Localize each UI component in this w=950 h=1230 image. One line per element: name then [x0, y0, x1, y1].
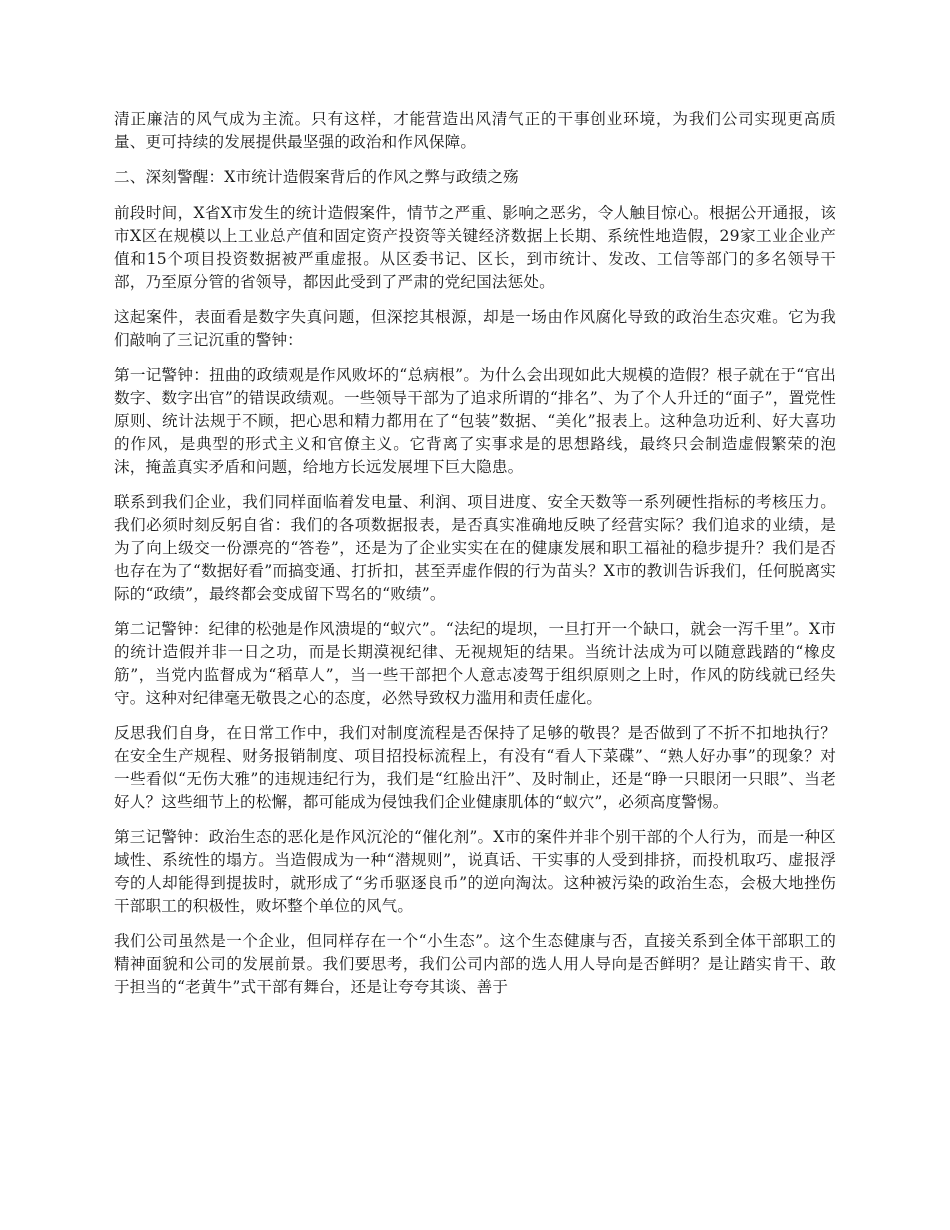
paragraph-warning-three: 第三记警钟：政治生态的恶化是作风沉沦的“催化剂”。X市的案件并非个别干部的个人行为，而是一种区域性、系统性的塌方。当造假成为一种“潜规则”，说真话、干实事的人受到排挤，而投机取巧、虚报浮夸的人却能得到提拔时，就形成了“劣币驱逐良币”的逆向淘汰。这种被污染的政治生态，会极大地挫伤干部职工的积极性，败坏整个单位的风气。 — [114, 828, 836, 915]
section-heading: 二、深刻警醒：X市统计造假案背后的作风之弊与政绩之殇 — [114, 168, 519, 186]
document-body — [114, 108, 836, 1011]
paragraph-warning-two: 第二记警钟：纪律的松弛是作风溃堤的“蚁穴”。“法纪的堤坝，一旦打开一个缺口，就会一泻千里”。X市的统计造假并非一日之功，而是长期漠视纪律、无视规矩的结果。当统计法成为可以随意践踏的“橡皮筋”，当党内监督成为“稻草人”，当一些干部把个人意志凌驾于组织原则之上时，作风的防线就已经失守。这种对纪律毫无敬畏之心的态度，必然导致权力滥用和责任虚化。 — [114, 620, 836, 707]
paragraph-case-analysis: 这起案件，表面看是数字失真问题，但深挖其根源，却是一场由作风腐化导致的政治生态灾难。它为我们敲响了三记沉重的警钟： — [114, 308, 836, 349]
paragraph-reflection-one: 联系到我们企业，我们同样面临着发电量、利润、项目进度、安全天数等一系列硬性指标的考核压力。我们必须时刻反躬自省：我们的各项数据报表，是否真实准确地反映了经营实际？我们追求的业绩，是为了向上级交一份漂亮的“答卷”，还是为了企业实实在在的健康发展和职工福祉的稳步提升？我们是否也存在为了“数据好看”而搞变通、打折扣，甚至弄虚作假的行为苗头？X市的教训告诉我们，任何脱离实际的“政绩”，最终都会变成留下骂名的“败绩”。 — [114, 493, 836, 603]
paragraph-case-summary: 前段时间，X省X市发生的统计造假案件，情节之严重、影响之恶劣，令人触目惊心。根据公开通报，该市X区在规模以上工业总产值和固定资产投资等关键经济数据上长期、系统性地造假，29家工业企业产值和15个项目投资数据被严重虚报。从区委书记、区长，到市统计、发改、工信等部门的多名领导干部，乃至原分管的省领导，都因此受到了严肃的党纪国法惩处。 — [114, 204, 836, 291]
paragraph-warning-one: 第一记警钟：扭曲的政绩观是作风败坏的“总病根”。为什么会出现如此大规模的造假？根子就在于“官出数字、数字出官”的错误政绩观。一些领导干部为了追求所谓的“排名”、为了个人升迁的“面子”，置党性原则、统计法规于不顾，把心思和精力都用在了“包装”数据、“美化”报表上。这种急功近利、好大喜功的作风，是典型的形式主义和官僚主义。它背离了实事求是的思想路线，最终只会制造虚假繁荣的泡沫，掩盖真实矛盾和问题，给地方长远发展埋下巨大隐患。 — [114, 366, 836, 476]
paragraph-intro-continuation: 清正廉洁的风气成为主流。只有这样，才能营造出风清气正的干事创业环境，为我们公司实现更高质量、更可持续的发展提供最坚强的政治和作风保障。 — [114, 110, 836, 151]
paragraph-reflection-two: 反思我们自身，在日常工作中，我们对制度流程是否保持了足够的敬畏？是否做到了不折不扣地执行？在安全生产规程、财务报销制度、项目招投标流程上，有没有“看人下菜碟”、“熟人好办事”的现象？对一些看似“无伤大雅”的违规违纪行为，我们是“红脸出汗”、及时制止，还是“睁一只眼闭一只眼”、当老好人？这些细节上的松懈，都可能成为侵蚀我们企业健康肌体的“蚁穴”，必须高度警惕。 — [114, 724, 836, 811]
paragraph-reflection-three: 我们公司虽然是一个企业，但同样存在一个“小生态”。这个生态健康与否，直接关系到全体干部职工的精神面貌和公司的发展前景。我们要思考，我们公司内部的选人用人导向是否鲜明？是让踏实肯干、敢于担当的“老黄牛”式干部有舞台，还是让夸夸其谈、善于 — [114, 932, 836, 996]
